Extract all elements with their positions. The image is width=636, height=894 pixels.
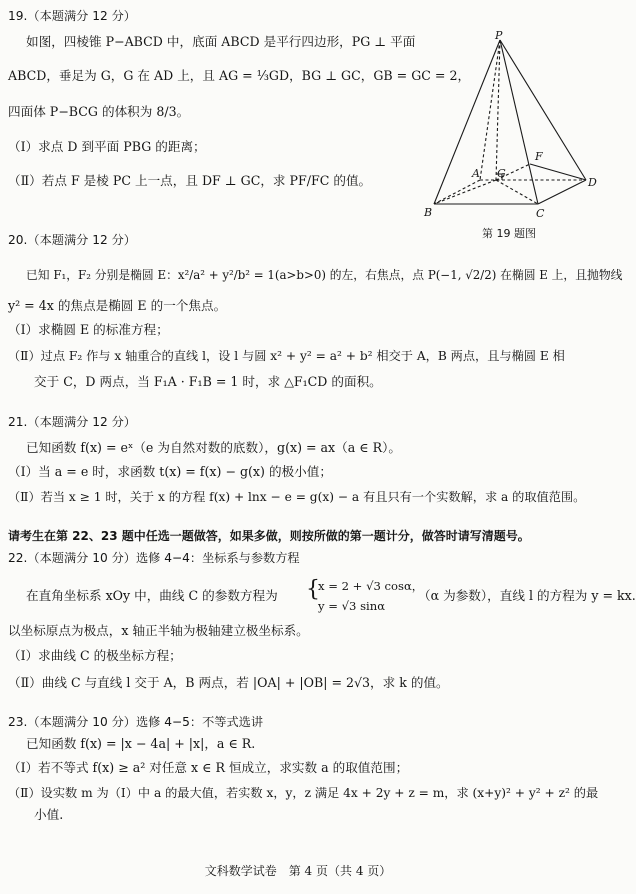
q21-line-1: 已知函数 f(x) = eˣ（e 为自然对数的底数），g(x) = ax（a ∈ R）。 xyxy=(26,440,401,455)
label-c: C xyxy=(536,207,545,220)
q22-line-2: 以坐标原点为极点，x 轴正半轴为极轴建立极坐标系。 xyxy=(8,623,309,638)
q19-part-2: （Ⅱ）若点 F 是棱 PC 上一点，且 DF ⊥ GC，求 PF/FC 的值。 xyxy=(8,173,372,188)
q23-line-4: 小值. xyxy=(34,807,64,822)
q21-part-2: （Ⅱ）若当 x ≥ 1 时，关于 x 的方程 f(x) + lnx − e = g(x) − a 有且只有一个实数解，求 a 的取值范围。 xyxy=(8,490,586,504)
q19-line-3: 四面体 P−BCG 的体积为 8/3。 xyxy=(8,104,190,119)
label-f: F xyxy=(535,150,543,163)
q19-header: 19.（本题满分 12 分） xyxy=(8,9,136,23)
edge-pd xyxy=(500,40,586,180)
label-g: G xyxy=(497,167,506,180)
label-a: A xyxy=(472,167,480,180)
selection-notice: 请考生在第 22、23 题中任选一题做答，如果多做，则按所做的第一题计分，做答时请写清题号。 xyxy=(8,529,530,543)
q19-figure xyxy=(418,28,596,250)
edge-cd xyxy=(538,180,586,204)
q20-header: 20.（本题满分 12 分） xyxy=(8,233,136,247)
q22-line-1-post: （α 为参数），直线 l 的方程为 y = kx. xyxy=(418,588,636,603)
q20-line-2: y² = 4x 的焦点是椭圆 E 的一个焦点。 xyxy=(8,298,227,313)
label-p: P xyxy=(495,29,503,42)
edge-pa xyxy=(480,40,500,180)
figure-caption: 第 19 题图 xyxy=(482,227,536,240)
q22-line-1-pre: 在直角坐标系 xOy 中，曲线 C 的参数方程为 xyxy=(26,588,278,603)
q22-part-2: （Ⅱ）曲线 C 与直线 l 交于 A，B 两点，若 |OA| + |OB| = 2√3，求 k 的值。 xyxy=(8,675,449,690)
q20-line-5: 交于 C，D 两点，当 F₁A · F₁B = 1 时，求 △F₁CD 的面积。 xyxy=(34,374,382,389)
q21-header: 21.（本题满分 12 分） xyxy=(8,415,136,429)
edge-pb xyxy=(434,40,500,204)
label-d: D xyxy=(588,176,597,189)
q22-brace: { xyxy=(306,577,320,602)
q22-part-1: （Ⅰ）求曲线 C 的极坐标方程； xyxy=(8,648,182,663)
q23-part-2: （Ⅱ）设实数 m 为（Ⅰ）中 a 的最大值，若实数 x，y，z 满足 4x + 2y + z = m，求 (x+y)² + y² + z² 的最 xyxy=(8,786,599,800)
q21-part-1: （Ⅰ）当 a = e 时，求函数 t(x) = f(x) − g(x) 的极小值； xyxy=(8,464,332,479)
q23-line-1: 已知函数 f(x) = |x − 4a| + |x|，a ∈ R. xyxy=(26,736,256,751)
q22-sys-top: x = 2 + √3 cosα， xyxy=(318,579,424,593)
q20-line-1: 已知 F₁，F₂ 分别是椭圆 E：x²/a² + y²/b² = 1(a>b>0) 的左，右焦点，点 P(−1, √2/2) 在椭圆 E 上，且抛物线 xyxy=(26,268,623,282)
q19-line-1: 如图，四棱锥 P−ABCD 中，底面 ABCD 是平行四边形，PG ⊥ 平面 xyxy=(26,34,416,49)
page-footer: 文科数学试卷 第 4 页（共 4 页） xyxy=(204,864,392,878)
q23-part-1: （Ⅰ）若不等式 f(x) ≥ a² 对任意 x ∈ R 恒成立，求实数 a 的取值范围； xyxy=(8,760,409,775)
edge-gc xyxy=(496,180,538,204)
q20-part-1: （Ⅰ）求椭圆 E 的标准方程； xyxy=(8,322,169,337)
edge-ab xyxy=(434,180,480,204)
q20-part-2: （Ⅱ）过点 F₂ 作与 x 轴重合的直线 l，设 l 与圆 x² + y² = a² + b² 相交于 A，B 两点，且与椭圆 E 相 xyxy=(8,349,565,363)
q19-part-1: （Ⅰ）求点 D 到平面 PBG 的距离； xyxy=(8,139,206,154)
q23-header: 23.（本题满分 10 分）选修 4−5：不等式选讲 xyxy=(8,715,264,729)
q19-line-2: ABCD，垂足为 G，G 在 AD 上，且 AG = ⅓GD，BG ⊥ GC，GB = GC = 2， xyxy=(8,68,471,83)
edge-pg xyxy=(496,40,500,180)
q22-header: 22.（本题满分 10 分）选修 4−4：坐标系与参数方程 xyxy=(8,551,300,565)
edge-gb xyxy=(434,180,496,204)
label-b: B xyxy=(424,206,433,219)
q22-sys-bottom: y = √3 sinα xyxy=(318,599,386,613)
